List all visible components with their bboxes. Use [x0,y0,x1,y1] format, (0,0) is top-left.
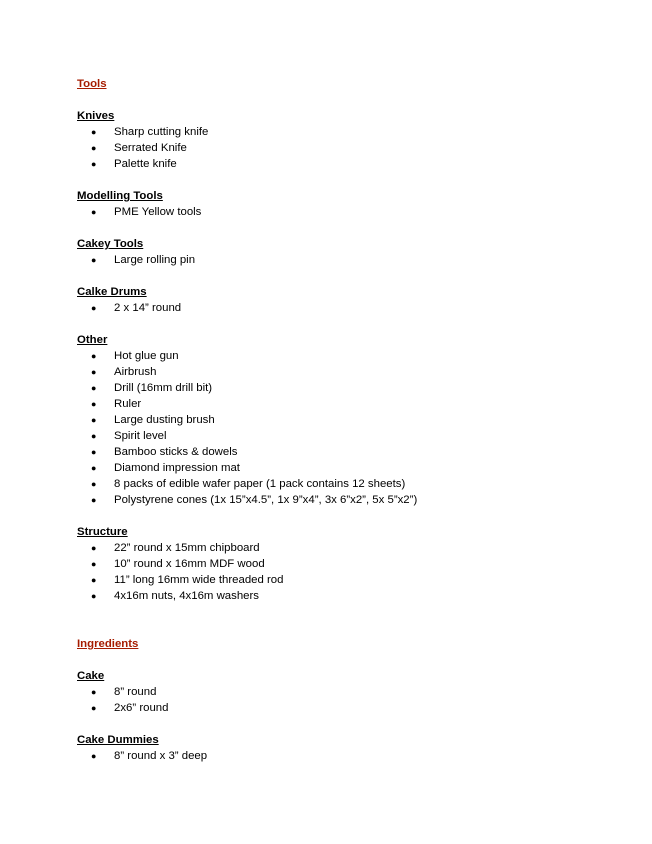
list-item-text: Sharp cutting knife [114,126,209,138]
list-item-text: 4x16m nuts, 4x16m washers [114,590,259,602]
list-item-text: Spirit level [114,430,167,442]
bullet-icon: ● [91,255,97,265]
bullet-icon: ● [91,591,97,601]
list-item-text: 2x6” round [114,702,169,714]
list-item-text: 2 x 14” round [114,302,182,314]
group-heading-modelling-tools: Modelling Tools [77,190,163,202]
bullet-icon: ● [91,367,97,377]
group-heading-cakey-tools: Cakey Tools [77,238,144,250]
list-item-text: Large rolling pin [114,254,196,266]
group-heading-structure: Structure [77,526,128,538]
list-item-text: Airbrush [114,366,157,378]
list-item [91,396,141,412]
bullet-icon: ● [91,447,97,457]
list-item-text: Large dusting brush [114,414,215,426]
list-item [91,540,260,556]
list-item-text: 10” round x 16mm MDF wood [114,558,265,570]
bullet-icon: ● [91,687,97,697]
bullet-icon: ● [91,207,97,217]
group-heading-knives: Knives [77,110,115,122]
list-item-text: 8” round x 3” deep [114,750,208,762]
list-item-text: Ruler [114,398,142,410]
bullet-icon: ● [91,479,97,489]
list-item [91,156,177,172]
list-item-text: Diamond impression mat [114,462,240,474]
list-item [91,140,187,156]
list-item [91,252,195,268]
list-item [91,364,156,380]
list-item-text: Polystyrene cones (1x 15”x4.5”, 1x 9”x4”, 3x 6”x2”, 5x 5”x2”) [114,494,418,506]
list-item-text: Serrated Knife [114,142,187,154]
bullet-icon: ● [91,559,97,569]
list-item-text: 8 packs of edible wafer paper (1 pack contains 12 sheets) [114,478,406,490]
bullet-icon: ● [91,463,97,473]
section-heading-ingredients: Ingredients [77,638,139,650]
list-item [91,476,405,492]
list-item-text: Hot glue gun [114,350,179,362]
bullet-icon: ● [91,383,97,393]
bullet-icon: ● [91,575,97,585]
group-heading-cake-dummies: Cake Dummies [77,734,159,746]
group-heading-cake-drums: Calke Drums [77,286,147,298]
list-item [91,748,207,764]
list-item-text: 11” long 16mm wide threaded rod [114,574,284,586]
list-item [91,204,201,220]
list-item [91,428,167,444]
list-item [91,124,208,140]
bullet-icon: ● [91,751,97,761]
list-item [91,492,417,508]
group-heading-other: Other [77,334,108,346]
list-item [91,348,179,364]
group-heading-cake: Cake [77,670,105,682]
bullet-icon: ● [91,431,97,441]
list-item [91,380,212,396]
bullet-icon: ● [91,303,97,313]
bullet-icon: ● [91,703,97,713]
bullet-icon: ● [91,399,97,409]
list-item [91,444,237,460]
bullet-icon: ● [91,159,97,169]
list-item [91,588,259,604]
list-item-text: Palette knife [114,158,177,170]
list-item-text: Drill (16mm drill bit) [114,382,213,394]
list-item [91,556,265,572]
bullet-icon: ● [91,543,97,553]
bullet-icon: ● [91,415,97,425]
list-item [91,700,168,716]
list-item [91,412,215,428]
bullet-icon: ● [91,127,97,137]
bullet-icon: ● [91,495,97,505]
list-item [91,460,240,476]
bullet-icon: ● [91,143,97,153]
list-item-text: PME Yellow tools [114,206,202,218]
list-item [91,684,156,700]
bullet-icon: ● [91,351,97,361]
list-item-text: 22” round x 15mm chipboard [114,542,260,554]
list-item [91,572,283,588]
list-item-text: Bamboo sticks & dowels [114,446,238,458]
section-heading-tools: Tools [77,78,107,90]
list-item-text: 8” round [114,686,157,698]
list-item [91,300,181,316]
